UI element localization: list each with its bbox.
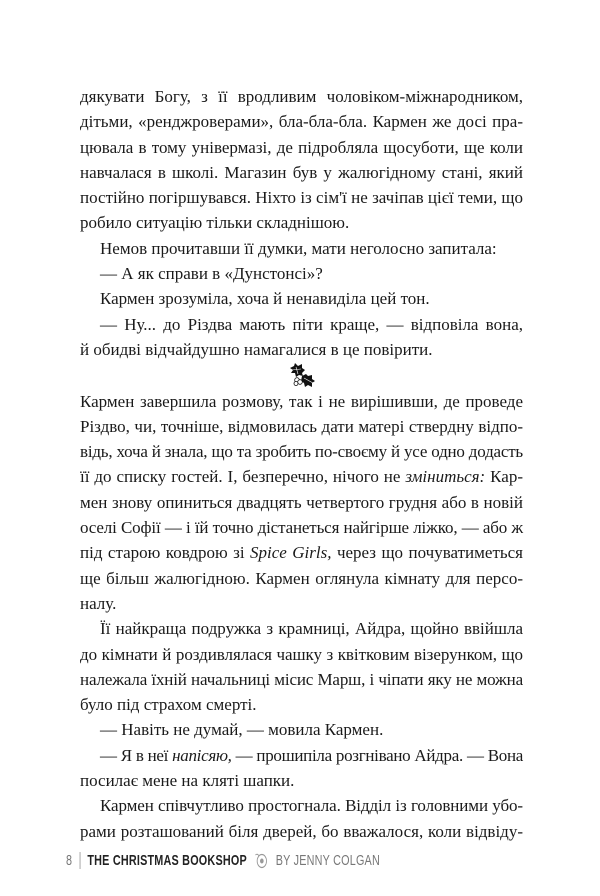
text-line xyxy=(80,692,523,717)
page-body-text xyxy=(80,84,523,844)
text-segment: до кімнати й роздивлялася чашку з квітковим візерунком, що xyxy=(80,644,523,664)
text-line xyxy=(80,464,523,489)
text-segment: цювала в тому універмазі, де підробляла щосуботи, ще коли xyxy=(80,137,523,157)
italic-text: Spice Girls, xyxy=(250,543,332,563)
text-segment: Кар- xyxy=(485,467,523,487)
text-segment: й обидві відчайдушно намагалися в це повірити. xyxy=(80,339,433,359)
text-segment: — прошипіла розгнівано Айдра. — Вона xyxy=(231,745,523,765)
text-segment: через що почуватиметься xyxy=(331,543,523,563)
text-segment: — Я в неї xyxy=(100,745,173,765)
text-segment: — Навіть не думай, — мовила Кармен. xyxy=(100,720,384,740)
text-segment: посилає мене на кляті шапки. xyxy=(80,771,295,791)
text-line xyxy=(80,236,523,261)
text-segment: робило ситуацію тільки складнішою. xyxy=(80,213,350,233)
text-segment: належала їхній начальниці місис Марш, і чіпати яку не можна xyxy=(80,669,523,689)
text-line xyxy=(80,616,523,641)
page-number: 8 xyxy=(66,851,73,869)
footer-divider xyxy=(79,852,80,869)
ornament-icon xyxy=(253,851,269,869)
text-line xyxy=(80,389,523,414)
text-segment: відь, хоча й знала, що та зробить по-своєму й усе одно додасть xyxy=(80,442,523,462)
text-line xyxy=(80,337,523,362)
text-line xyxy=(80,160,523,185)
text-line xyxy=(80,439,523,464)
text-line xyxy=(80,414,523,439)
text-segment: рами розташований біля дверей, бо вважалося, коли відвіду- xyxy=(80,821,523,841)
text-line xyxy=(80,768,523,793)
text-line xyxy=(80,135,523,160)
text-segment: навчалася в школі. Магазин був у жалюгідному стані, який xyxy=(80,162,523,182)
holly-icon xyxy=(80,362,523,388)
text-line xyxy=(80,540,523,565)
text-line xyxy=(80,793,523,818)
text-line xyxy=(80,261,523,286)
text-segment: постійно погіршувався. Ніхто із сім'ї не зачіпав цієї теми, що xyxy=(80,188,523,208)
text-segment: Кармен зрозуміла, хоча й ненавиділа цей тон. xyxy=(100,289,430,309)
text-line xyxy=(80,642,523,667)
text-line xyxy=(80,515,523,540)
text-line xyxy=(80,84,523,109)
text-segment: Кармен співчутливо простогнала. Відділ із головними убо- xyxy=(100,796,523,816)
text-line xyxy=(80,109,523,134)
text-line xyxy=(80,312,523,337)
author-name: BY JENNY COLGAN xyxy=(275,851,380,869)
text-segment: Немов прочитавши її думки, мати неголосно запитала: xyxy=(100,238,497,258)
text-segment: — Ну... до Різдва мають піти краще, — відповіла вона, xyxy=(100,314,523,334)
text-segment: ще більш жалюгідною. Кармен оглянула кімнату для персо- xyxy=(80,568,523,588)
text-segment: Кармен завершила розмову, так і не вирішивши, де проведе xyxy=(80,391,523,411)
text-line xyxy=(80,667,523,692)
text-line xyxy=(80,717,523,742)
page-footer xyxy=(66,850,380,870)
text-segment: мен знову опиниться двадцять четвертого грудня або в новій xyxy=(80,492,523,512)
text-line xyxy=(80,210,523,235)
text-line xyxy=(80,286,523,311)
text-line xyxy=(80,819,523,844)
text-segment: — А як справи в «Дунстонсі»? xyxy=(100,264,323,284)
text-line xyxy=(80,591,523,616)
italic-text: зміниться: xyxy=(405,467,486,487)
text-line xyxy=(80,185,523,210)
text-segment: дякувати Богу, з її вродливим чоловіком-міжнародником, xyxy=(80,87,523,106)
text-line xyxy=(80,566,523,591)
text-line xyxy=(80,490,523,515)
text-line xyxy=(80,743,523,768)
text-segment: під старою ковдрою зі xyxy=(80,543,250,563)
text-segment: було під страхом смерті. xyxy=(80,695,257,715)
text-segment: її до списку гостей. І, безперечно, нічого не xyxy=(80,467,406,487)
book-title: THE CHRISTMAS BOOKSHOP xyxy=(87,851,247,869)
text-segment: дітьми, «ренджроверами», бла-бла-бла. Кармен же досі пра- xyxy=(80,112,523,132)
text-segment: Її найкраща подружка з крамниці, Айдра, щойно ввійшла xyxy=(100,619,523,639)
text-segment: оселі Софії — і їй точно дістанеться найгірше ліжко, — або ж xyxy=(80,518,523,538)
text-segment: налу. xyxy=(80,593,117,613)
text-segment: Різдво, чи, точніше, відмовилась дати матері ствердну відпо- xyxy=(80,416,523,436)
italic-text: напісяю, xyxy=(172,745,232,765)
